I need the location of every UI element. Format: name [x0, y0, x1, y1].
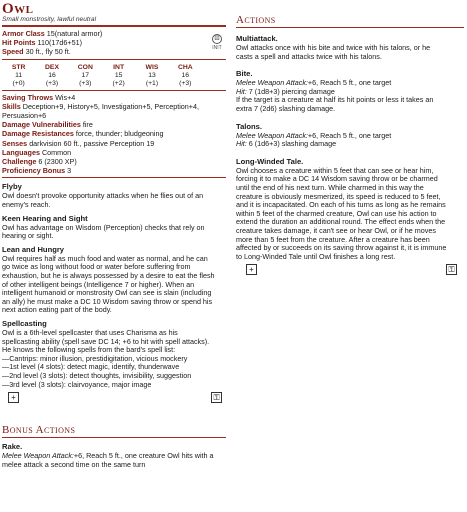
initiative-button[interactable] [212, 34, 222, 51]
ability-mod[interactable]: (+0) [12, 79, 25, 87]
ability-name: STR [11, 63, 26, 71]
ability-name: INT [113, 63, 125, 71]
trait-keen-hearing: Keen Hearing and Sight Owl has advantage on Wisdom (Perception) checks that rely on hearing or sight. [2, 213, 205, 241]
damage-vulnerabilities: Damage Vulnerabilities fire [2, 120, 93, 130]
armor-class: Armor Class 15(natural armor) [2, 29, 103, 38]
action-bite: Bite. Melee Weapon Attack:+6, Reach 5 ft., one target Hit: 7 (1d8+3) piercing damage If the target is a creature at half its hit points or less it takes an extra 7 (2d6) slashing damage. [236, 69, 434, 113]
ability-name: DEX [45, 63, 59, 71]
bonus-actions-header: Bonus Actions [2, 424, 226, 438]
add-icon[interactable]: + [246, 264, 257, 275]
skills: Skills Deception+9, History+5, Investigation+5, Perception+4, [2, 101, 199, 111]
ability-name: CHA [177, 63, 193, 71]
ability-score: 16 [48, 71, 56, 79]
spellcasting-toolbar [2, 392, 226, 404]
divider [2, 59, 226, 60]
challenge: Challenge 6 (2300 XP) [2, 157, 77, 167]
lock-icon[interactable]: ⚿ [211, 392, 222, 403]
monster-type: Small monstrosity, lawful neutral [2, 16, 97, 23]
divider [2, 25, 226, 27]
ability-mod[interactable]: (+3) [179, 79, 192, 87]
dice-icon: ⚄ [212, 34, 222, 44]
ability-name: CON [77, 63, 93, 71]
skills-continued: Persuasion+6 [2, 111, 47, 121]
statblock-right-column [236, 0, 464, 276]
saving-throws: Saving Throws Wis+4 [2, 92, 76, 102]
trait-lean-and-hungry: Lean and Hungry Owl requires half as much food and water as normal, and he can go twice as long without food or water before suffering from exhaustion, but he is always possessed by a desire to eat the flesh of other intelligent beings (Intelligence 7 or higher). When an intelligent humanoid or monstrosity Owl can see is slain (including an ally) he must make a DC 10 Wisdom saving throw or spend his next action eating part of the body. [2, 244, 215, 315]
monster-name: Owl [2, 1, 34, 17]
ability-score: 11 [15, 71, 23, 79]
action-talons: Talons. Melee Weapon Attack:+6, Reach 5 ft., one target Hit: 6 (1d6+3) slashing damage [236, 121, 392, 149]
hit-points: Hit Points 110(17d6+51) [2, 38, 82, 48]
init-label: INIT [212, 45, 222, 51]
statblock-left-column [2, 0, 226, 469]
trait-flyby: Flyby Owl doesn't provoke opportunity attacks when he flies out of an enemy's reach. [2, 182, 204, 210]
bonus-rake: Rake. Melee Weapon Attack:+6, Reach 5 ft., one creature Owl hits with a melee attack a second time on the same turn [2, 442, 214, 469]
ability-score: 16 [181, 71, 190, 79]
speed: Speed 30 ft., fly 50 ft. [2, 47, 71, 57]
actions-toolbar [236, 264, 464, 276]
trait-spellcasting: Spellcasting Owl is a 6th-level spellcaster that uses Charisma as his spellcasting ability (spell save DC 14; +6 to hit with spell attacks). He knows the following spells from the bard's spell list: —Cantrips: minor illusion, prestidigitation, vicious mockery —1st level (4 slots): detect magic, identify, thunderwave —2nd level (3 slots): detect thoughts, invisibility, suggestion —3rd level (3 slots): clairvoyance, major image [2, 318, 210, 389]
senses: Senses darkvision 60 ft., passive Perception 19 [2, 138, 155, 148]
ability-mod[interactable]: (+1) [145, 79, 159, 87]
damage-resistances: Damage Resistances force, thunder; bludgeoning [2, 129, 164, 139]
ability-scores [2, 64, 202, 88]
ability-score: 17 [81, 71, 90, 79]
languages: Languages Common [2, 147, 72, 157]
action-multiattack: Multiattack. Owl attacks once with his bite and twice with his talons, or he casts a spell and attacks twice with his talons. [236, 34, 431, 61]
ability-mod[interactable]: (+2) [112, 79, 125, 87]
ability-mod[interactable]: (+3) [45, 79, 59, 87]
lock-icon[interactable]: ⚿ [446, 264, 457, 275]
ability-score: 15 [114, 71, 123, 79]
ability-score: 13 [148, 71, 156, 79]
actions-header: Actions [236, 14, 464, 28]
divider [2, 177, 226, 178]
ability-name: WIS [145, 63, 159, 71]
action-long-winded-tale: Long-Winded Tale. Owl chooses a creature within 5 feet that can see or hear him, forcing it to make a DC 14 Wisdom saving throw or be charmed until the end of his next turn. While charmed in this way the creature is obviously mesmerized, its speed is reduced to 5 feet, and it is incapacitated. On each of his turns as long as he remains within 5 feet of the charmed creature, Owl can use his action to extend the duration an additional round. The effect ends when the creature takes damage, it can't see or hear Owl, or if he moves more than 5 feet from the creature. After a creature has been affected by or succeeds on its saving throw against it, it is immune to Long-Winded Tale until Owl finishes a long rest. [236, 156, 447, 261]
ability-mod[interactable]: (+3) [79, 79, 92, 87]
divider [2, 90, 226, 91]
add-icon[interactable]: + [8, 392, 19, 403]
proficiency-bonus: Proficiency Bonus 3 [2, 166, 72, 176]
